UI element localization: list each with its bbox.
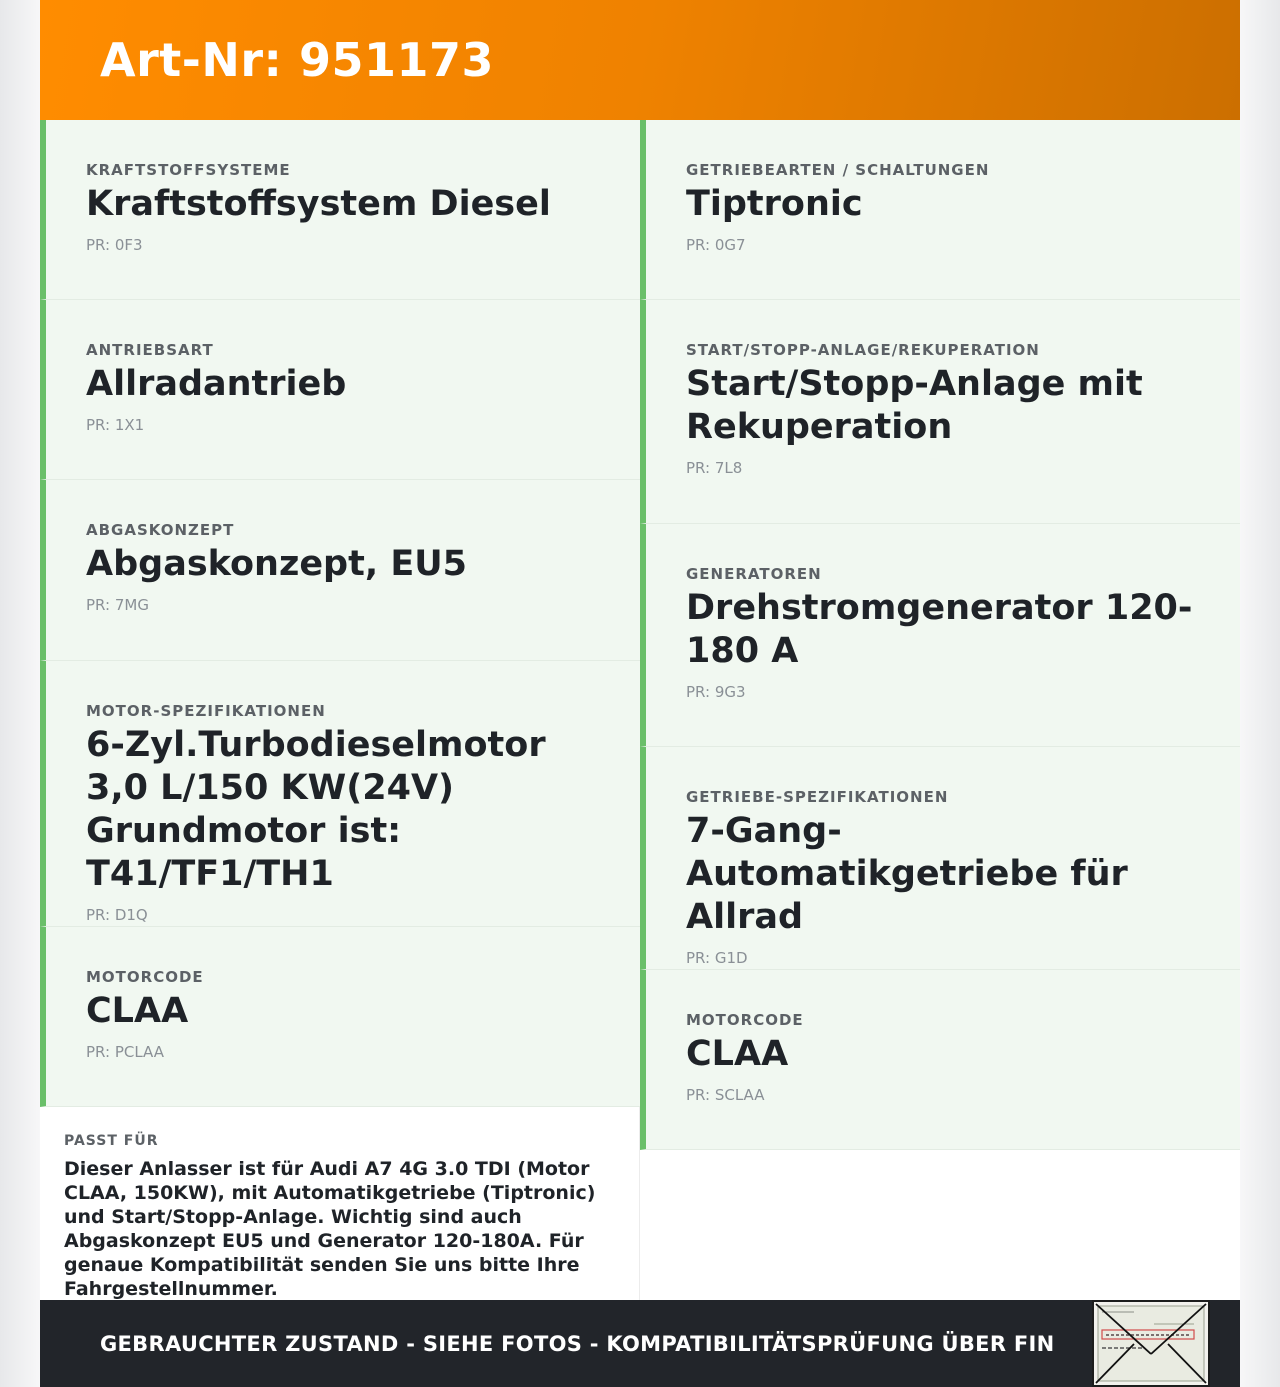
header-bar xyxy=(40,0,1240,120)
spec-title: Kraftstoffsystem Diesel xyxy=(86,184,551,224)
spec-columns xyxy=(40,120,1240,1301)
spec-card xyxy=(640,524,1240,747)
spec-category: MOTORCODE xyxy=(686,1011,804,1029)
spec-pr-code: PR: 9G3 xyxy=(686,683,746,701)
spec-title: CLAA xyxy=(86,991,189,1031)
spec-category: MOTOR-SPEZIFIKATIONEN xyxy=(86,702,326,720)
spec-category: ABGASKONZEPT xyxy=(86,521,235,539)
spec-pr-code: PR: G1D xyxy=(686,949,748,967)
spec-category: GETRIEBEARTEN / SCHALTUNGEN xyxy=(686,161,990,179)
spec-pr-code: PR: D1Q xyxy=(86,906,148,924)
spec-card xyxy=(640,300,1240,524)
spec-title: Drehstromgenerator 120-180 A xyxy=(686,588,1193,671)
spec-title: 6-Zyl.Turbodieselmotor 3,0 L/150 KW(24V) Grundmotor ist: T41/TF1/TH1 xyxy=(86,725,546,894)
compatibility-label: PASST FÜR xyxy=(64,1133,159,1149)
vehicle-document-thumbnail-icon xyxy=(1092,1300,1210,1387)
spec-title: Tiptronic xyxy=(686,184,863,224)
spec-category: KRAFTSTOFFSYSTEME xyxy=(86,161,291,179)
spec-category: ANTRIEBSART xyxy=(86,341,214,359)
spec-pr-code: PR: 7MG xyxy=(86,596,149,614)
spec-card xyxy=(640,747,1240,970)
spec-pr-code: PR: 0F3 xyxy=(86,236,143,254)
spec-category: START/STOPP-ANLAGE/REKUPERATION xyxy=(686,341,1040,359)
spec-title: Allradantrieb xyxy=(86,364,347,404)
spec-pr-code: PR: SCLAA xyxy=(686,1086,765,1104)
footer-notice: GEBRAUCHTER ZUSTAND - SIEHE FOTOS - KOMPATIBILITÄTSPRÜFUNG ÜBER FIN xyxy=(100,1331,1055,1356)
product-sheet xyxy=(40,0,1240,1387)
spec-card xyxy=(640,120,1240,300)
spec-category: GENERATOREN xyxy=(686,565,822,583)
spec-card xyxy=(40,120,640,300)
spec-title: Start/Stopp-Anlage mit Rekuperation xyxy=(686,364,1143,447)
spec-card xyxy=(640,970,1240,1150)
spec-card xyxy=(40,480,640,661)
right-spec-column xyxy=(640,120,1240,1301)
spec-pr-code: PR: PCLAA xyxy=(86,1043,164,1061)
spec-card xyxy=(40,661,640,927)
spec-pr-code: PR: 1X1 xyxy=(86,416,145,434)
spec-title: 7-Gang-Automatikgetriebe für Allrad xyxy=(686,811,1128,937)
compatibility-box xyxy=(40,1107,640,1301)
spec-category: GETRIEBE-SPEZIFIKATIONEN xyxy=(686,788,949,806)
document-envelope-icon xyxy=(1094,1302,1208,1385)
spec-card xyxy=(40,927,640,1107)
spec-title: CLAA xyxy=(686,1034,789,1074)
footer-bar xyxy=(40,1300,1240,1387)
spec-pr-code: PR: 7L8 xyxy=(686,459,743,477)
spec-pr-code: PR: 0G7 xyxy=(686,236,746,254)
left-spec-column xyxy=(40,120,640,1301)
spec-title: Abgaskonzept, EU5 xyxy=(86,544,468,584)
article-number-title: Art-Nr: 951173 xyxy=(100,33,495,87)
compatibility-text: Dieser Anlasser ist für Audi A7 4G 3.0 TDI (Motor CLAA, 150KW), mit Automatikgetriebe (Tiptronic) und Start/Stopp-Anlage. Wichtig sind auch Abgaskonzept EU5 und Generator 120-180A. Für genaue Kompatibilität senden Sie uns bitte Ihre Fahrgestellnummer. xyxy=(64,1158,596,1300)
spec-category: MOTORCODE xyxy=(86,968,204,986)
spec-card xyxy=(40,300,640,480)
